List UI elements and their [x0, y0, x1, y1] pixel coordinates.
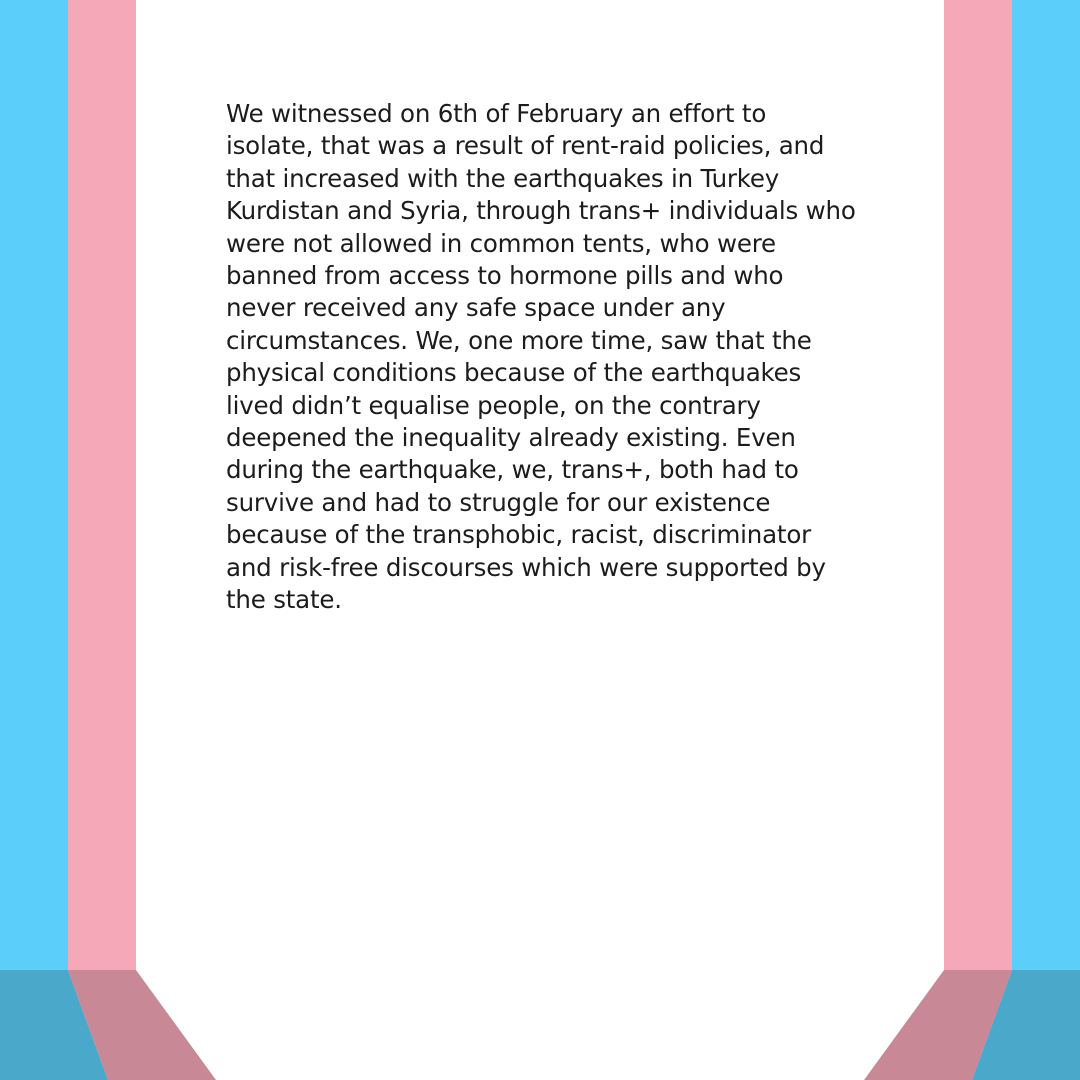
statement-line: the state. — [226, 585, 342, 615]
statement-line: and risk-free discourses which were supported by — [226, 552, 826, 582]
statement-line: that increased with the earthquakes in Turkey — [226, 163, 780, 193]
statement-line: banned from access to hormone pills and who — [226, 261, 784, 291]
statement-line: during the earthquake, we, trans+, both had to — [226, 455, 799, 485]
statement-line: were not allowed in common tents, who were — [226, 228, 776, 258]
statement-text — [226, 98, 886, 617]
right-pink-stripe — [944, 0, 1012, 970]
statement-line: Kurdistan and Syria, through trans+ individuals who — [226, 196, 856, 226]
statement-line: isolate, that was a result of rent-raid policies, and — [226, 131, 825, 161]
statement-line: lived didn’t equalise people, on the contrary — [226, 390, 761, 420]
statement-line: survive and had to struggle for our existence — [226, 487, 771, 517]
left-pink-stripe — [68, 0, 136, 970]
statement-line: physical conditions because of the earthquakes — [226, 358, 802, 388]
statement-line: We witnessed on 6th of February an effort to — [226, 99, 767, 128]
statement-line: never received any safe space under any — [226, 293, 726, 323]
right-blue-stripe — [1012, 0, 1080, 970]
left-blue-stripe — [0, 0, 68, 970]
statement-line: deepened the inequality already existing. Even — [226, 423, 796, 453]
statement-line: circumstances. We, one more time, saw that the — [226, 325, 812, 355]
statement-line: because of the transphobic, racist, discriminator — [226, 520, 811, 550]
